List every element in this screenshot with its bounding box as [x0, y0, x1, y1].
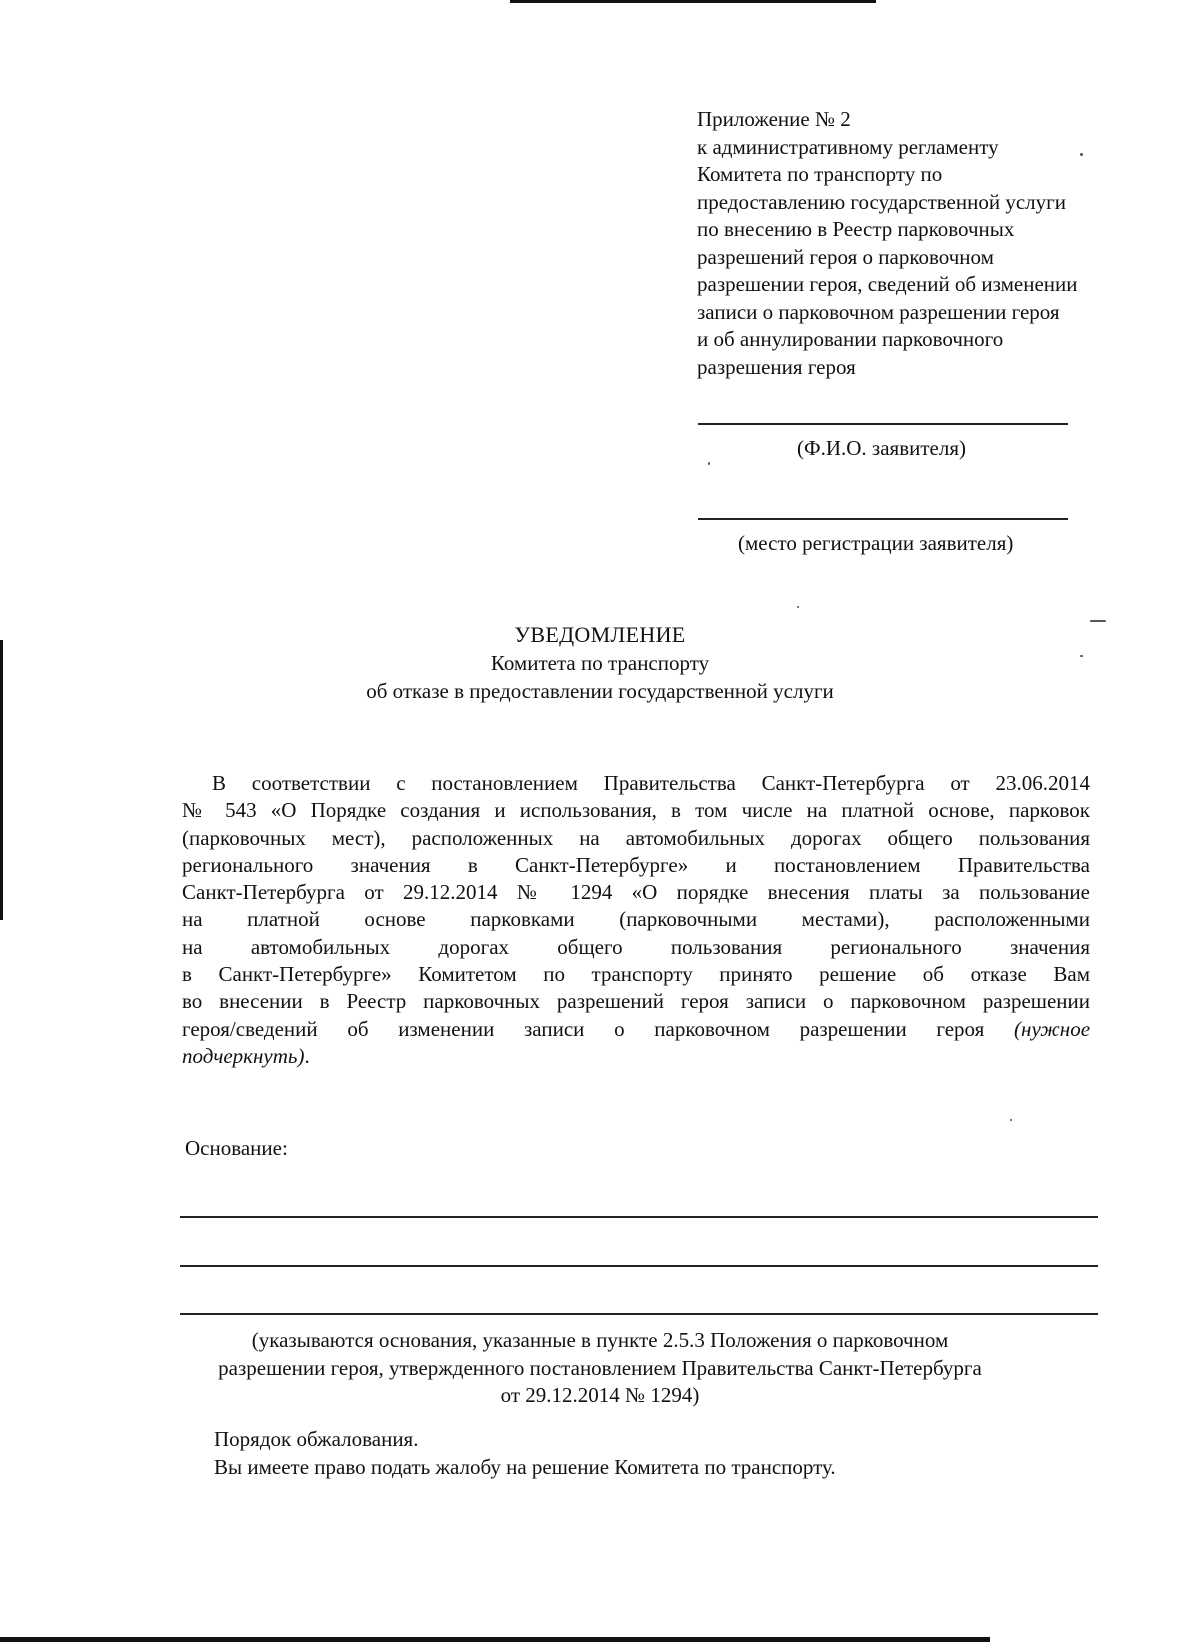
body-line: во внесении в Реестр парковочных разрешений героя записи о парковочном разрешении	[182, 989, 1090, 1014]
appeal-text: Вы имеете право подать жалобу на решение Комитета по транспорту.	[214, 1455, 836, 1479]
body-line: № 543 «О Порядке создания и использования, в том числе на платной основе, парковок	[182, 798, 1090, 823]
notice-body	[182, 770, 1090, 1070]
body-line: Санкт-Петербурга от 29.12.2014 № 1294 «О порядке внесения платы за пользование	[182, 880, 1090, 905]
body-line	[182, 1016, 1090, 1043]
notice-subject: об отказе в предоставлении государственной услуги	[366, 679, 834, 703]
annex-line: разрешении героя, сведений об изменении	[697, 272, 1078, 296]
body-note-italic-end: подчеркнуть)	[182, 1043, 305, 1068]
annex-line: по внесению в Реестр парковочных	[697, 217, 1015, 241]
applicant-registration-line	[698, 518, 1068, 520]
scan-bottom-rule	[0, 1637, 990, 1642]
basis-fill-line	[180, 1265, 1098, 1267]
notice-subtitle: Комитета по транспорту	[490, 651, 710, 675]
annex-line: разрешения героя	[697, 354, 856, 379]
body-note-italic: (нужное	[1014, 1016, 1091, 1041]
annex-line: разрешений героя о парковочном	[697, 244, 994, 269]
appeal-section	[214, 1425, 836, 1481]
applicant-name-line	[698, 423, 1068, 425]
body-line: на платной основе парковками (парковочными местами), расположенными	[182, 907, 1090, 932]
applicant-name-caption: (Ф.И.О. заявителя)	[797, 436, 966, 460]
body-period: .	[304, 1043, 310, 1068]
body-line: (парковочных мест), расположенных на автомобильных дорогах общего пользования	[182, 825, 1090, 850]
annex-header	[697, 106, 1167, 381]
notice-heading	[0, 621, 1200, 705]
basis-note	[0, 1327, 1200, 1410]
basis-label: Основание:	[185, 1136, 288, 1160]
body-line	[182, 1043, 1090, 1070]
basis-note-line: от 29.12.2014 № 1294)	[500, 1383, 700, 1407]
annex-line: записи о парковочном разрешении героя	[697, 299, 1060, 324]
basis-note-line: разрешении героя, утвержденного постановлением Правительства Санкт-Петербурга	[218, 1355, 982, 1380]
scan-speck	[708, 462, 710, 465]
notice-title: УВЕДОМЛЕНИЕ	[514, 622, 686, 647]
scan-speck	[1080, 153, 1083, 156]
scan-speck	[1010, 1119, 1012, 1121]
scan-speck	[1080, 655, 1083, 657]
body-line: регионального значения в Санкт-Петербурге» и постановлением Правительства	[182, 852, 1090, 877]
basis-fill-line	[180, 1313, 1098, 1315]
basis-fill-line	[180, 1216, 1098, 1218]
applicant-registration-caption: (место регистрации заявителя)	[738, 531, 1014, 555]
appeal-title: Порядок обжалования.	[214, 1427, 419, 1451]
scan-top-rule	[510, 0, 876, 3]
scan-speck	[1090, 620, 1106, 622]
body-line-text: героя/сведений об изменении записи о парковочном разрешении героя	[182, 1016, 985, 1041]
scan-speck	[797, 606, 799, 608]
body-line: в Санкт-Петербурге» Комитетом по транспорту принято решение об отказе Вам	[182, 962, 1090, 987]
annex-line: и об аннулировании парковочного	[697, 327, 1004, 351]
annex-line: Приложение № 2	[697, 107, 851, 131]
annex-line: предоставлению государственной услуги	[697, 189, 1066, 214]
basis-note-line: (указываются основания, указанные в пункте 2.5.3 Положения о парковочном	[251, 1328, 949, 1352]
annex-line: к административному регламенту	[697, 134, 999, 159]
annex-line: Комитета по транспорту по	[697, 162, 943, 186]
body-line: на автомобильных дорогах общего пользования регионального значения	[182, 934, 1090, 959]
body-line: В соответствии с постановлением Правительства Санкт-Петербурга от 23.06.2014	[212, 771, 1090, 795]
